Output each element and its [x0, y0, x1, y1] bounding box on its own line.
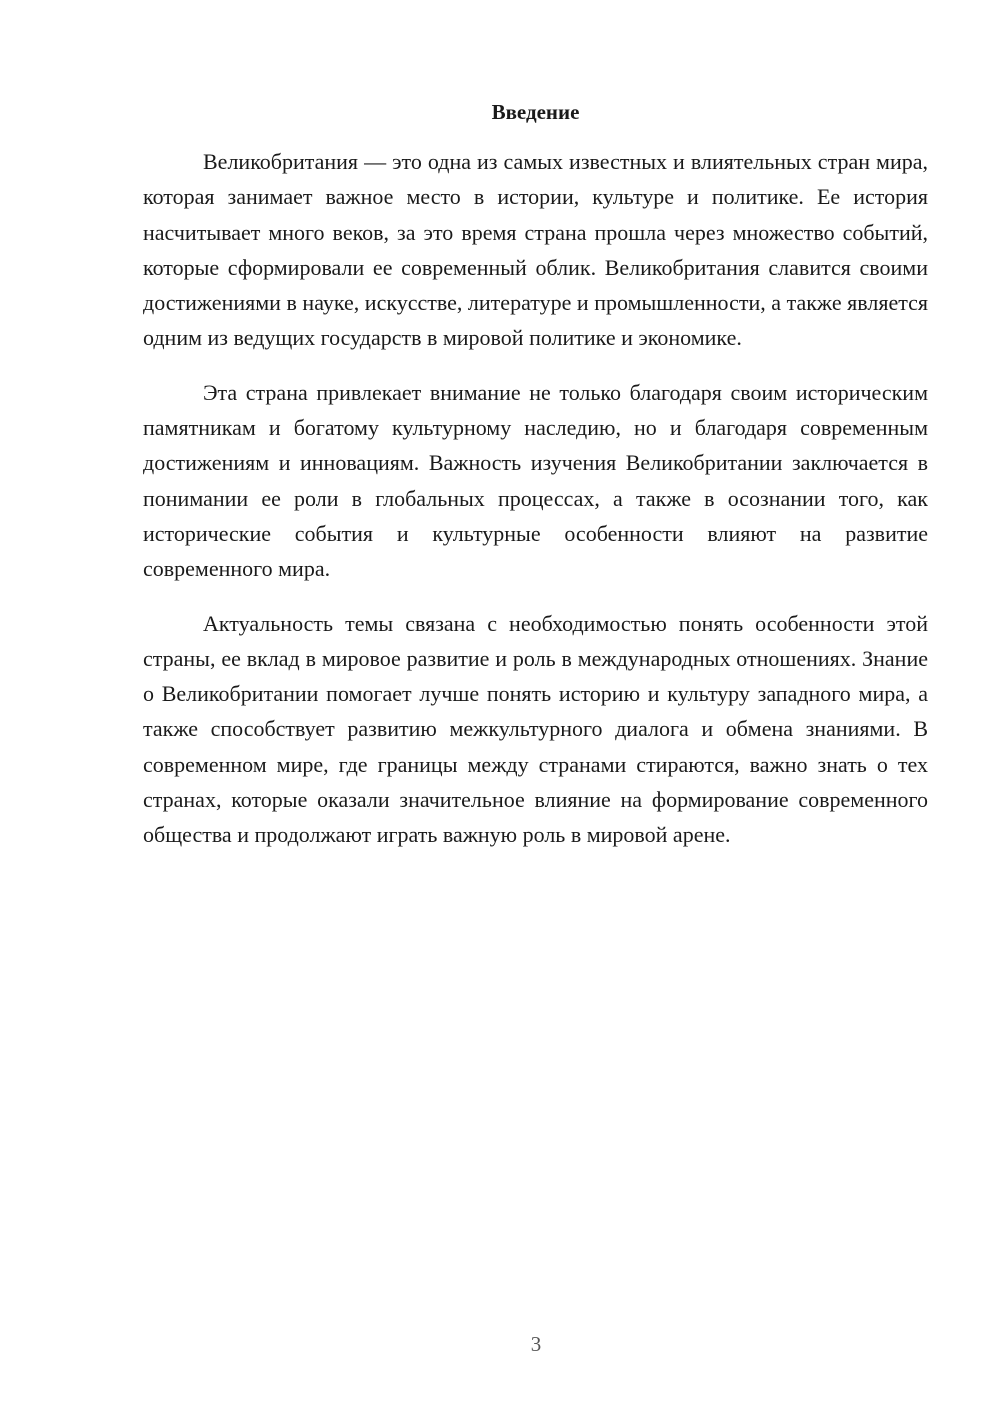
paragraph-2: Эта страна привлекает внимание не только благодаря своим историческим памятникам и богатому культурному наследию, но и благодаря современным достижениям и инновациям. Важность изучения Великобритании заключается в понимании ее роли в глобальных процессах, а также в осознании того, как исторические события и культурные особенности влияют на развитие современного мира. [143, 379, 928, 582]
paragraph-1: Великобритания — это одна из самых известных и влиятельных стран мира, которая занимает важное место в истории, культуре и политике. Ее история насчитывает много веков, за это время страна прошла через множество событий, которые сформировали ее современный облик. Великобритания славится своими достижениями в науке, искусстве, литературе и промышленности, а также является одним из ведущих государств в мировой политике и экономике. [143, 149, 928, 351]
body-text [143, 144, 928, 872]
paragraph-3: Актуальность темы связана с необходимостью понять особенности этой страны, ее вклад в мировое развитие и роль в международных отношениях. Знание о Великобритании помогает лучше понять историю и культуру западного мира, а также способствует развитию межкультурного диалога и обмена знаниями. В современном мире, где границы между странами стираются, важно знать о тех странах, которые оказали значительное влияние на формирование современного общества и продолжают играть важную роль в мировой арене. [143, 610, 928, 848]
section-title: Введение [491, 100, 580, 124]
page-number: 3 [530, 1332, 542, 1356]
